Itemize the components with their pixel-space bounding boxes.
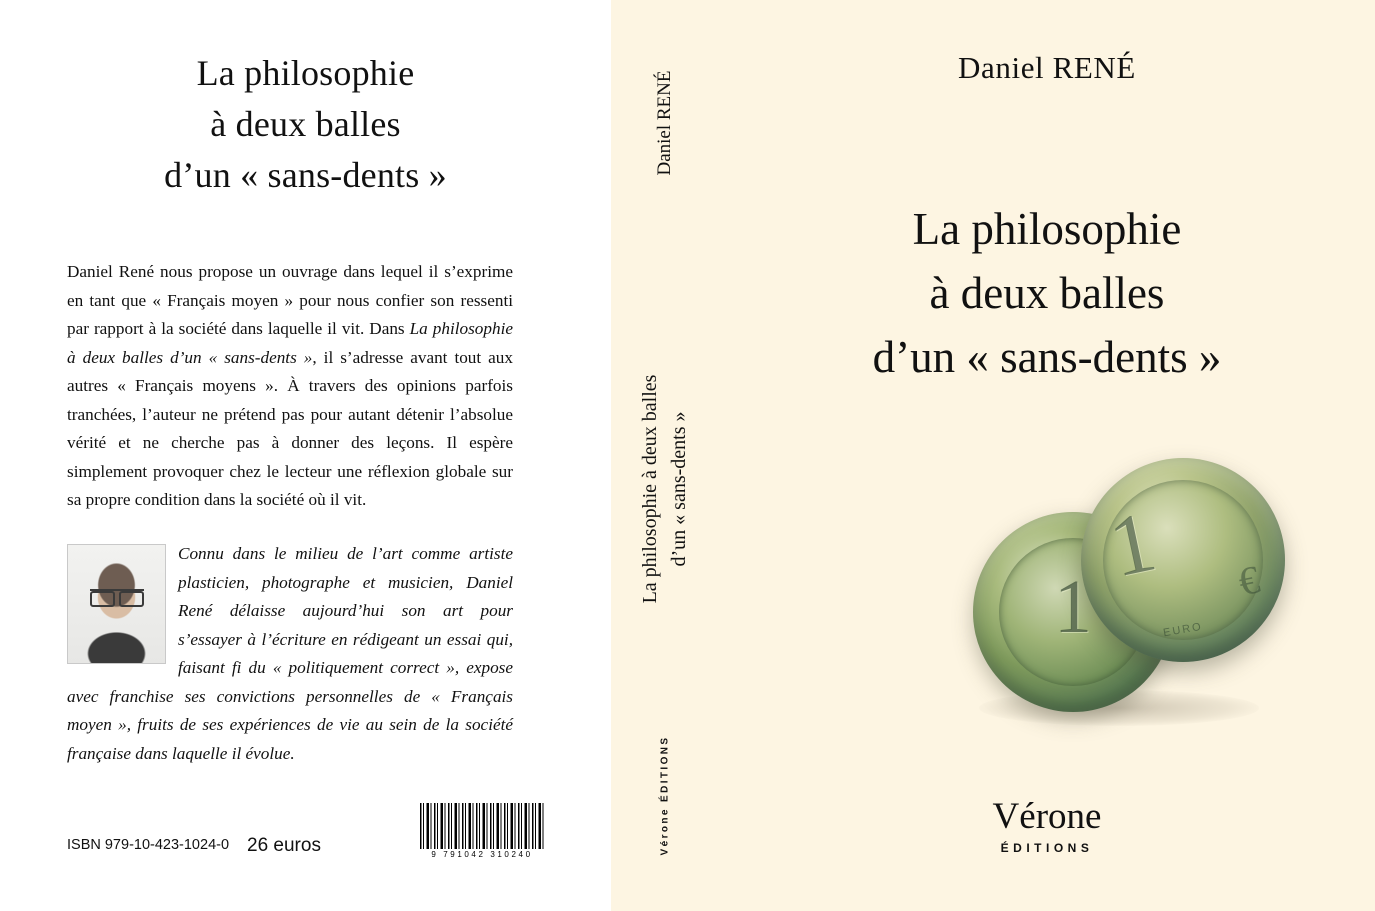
back-title-line-3: d’un « sans-dents »: [164, 155, 447, 196]
blurb-text-part-2: , il s’adresse avant tout aux autres « Français moyens ». À travers des opinions parfois tranchées, l’auteur ne prétend pas pour autant détenir l’absolue vérité et ne cherche pas à donner des leçons. Il espère simplement provoquer chez le lecteur une réflexion globale sur sa propre condition dans la société où il vit.: [67, 347, 513, 510]
spine-publisher: Vérone ÉDITIONS: [659, 735, 671, 856]
euro-coin-back: [1081, 458, 1285, 662]
front-title-line-3: d’un « sans-dents »: [872, 331, 1222, 382]
coin-front-digit: 1: [1054, 565, 1092, 649]
euro-coins-illustration: [965, 452, 1305, 752]
author-bio-text: Connu dans le milieu de l’art comme artiste plasticien, photographe et musicien, Daniel René délaisse aujourd’hui son art pour s’essayer à l’écriture en rédigeant un essai qui, faisant fi du « politiquement correct », expose avec franchise ses convictions personnelles de « Français moyen », fruits de ses expériences de vie au sein de la société française dans laquelle il évolue.: [67, 544, 513, 763]
isbn-label: ISBN 979-10-423-1024-0: [67, 837, 230, 853]
back-title-line-2: à deux balles: [210, 104, 401, 145]
front-title-line-2: à deux balles: [929, 267, 1165, 318]
publisher-subtitle: ÉDITIONS: [1000, 841, 1094, 855]
barcode: [420, 803, 544, 859]
barcode-digits: 9 791042 310240: [431, 850, 533, 859]
spine-panel: [611, 0, 719, 911]
back-cover-footer: [67, 801, 544, 859]
coin-ring-text: EURO: [1162, 620, 1204, 640]
publisher-logo: [719, 795, 1375, 855]
author-photo: [67, 544, 166, 664]
blurb-title-italic: La philosophie à deux balles d’un « sans-dents »: [67, 319, 513, 367]
spine-author: Daniel RENÉ: [654, 70, 675, 176]
front-cover-author: Daniel RENÉ: [958, 50, 1136, 85]
back-cover-title: [0, 48, 611, 201]
back-cover-blurb: [67, 258, 513, 515]
front-cover-panel: [719, 0, 1375, 911]
front-title-line-1: La philosophie: [912, 204, 1182, 254]
glasses-icon: [90, 589, 144, 604]
spine-title-line-2: d’un « sans-dents »: [668, 411, 690, 567]
spine-title: [636, 375, 694, 604]
barcode-bars: [420, 803, 544, 849]
back-title-line-1: La philosophie: [196, 53, 415, 93]
spine-title-line-1: La philosophie à deux balles: [639, 374, 661, 604]
euro-symbol-icon: €: [1234, 556, 1264, 605]
price-label: 26 euros: [247, 835, 321, 856]
blurb-text-part-1: Daniel René nous propose un ouvrage dans lequel il s’exprime en tant que « Français moyen » pour nous confier son ressenti par rapport à la société dans laquelle il vit. Dans: [67, 262, 513, 339]
author-bio-block: [67, 540, 513, 768]
coin-back-digit: 1: [1101, 492, 1164, 596]
back-cover-panel: [0, 0, 611, 911]
front-cover-title: [719, 198, 1375, 390]
publisher-name: Vérone: [992, 796, 1102, 837]
